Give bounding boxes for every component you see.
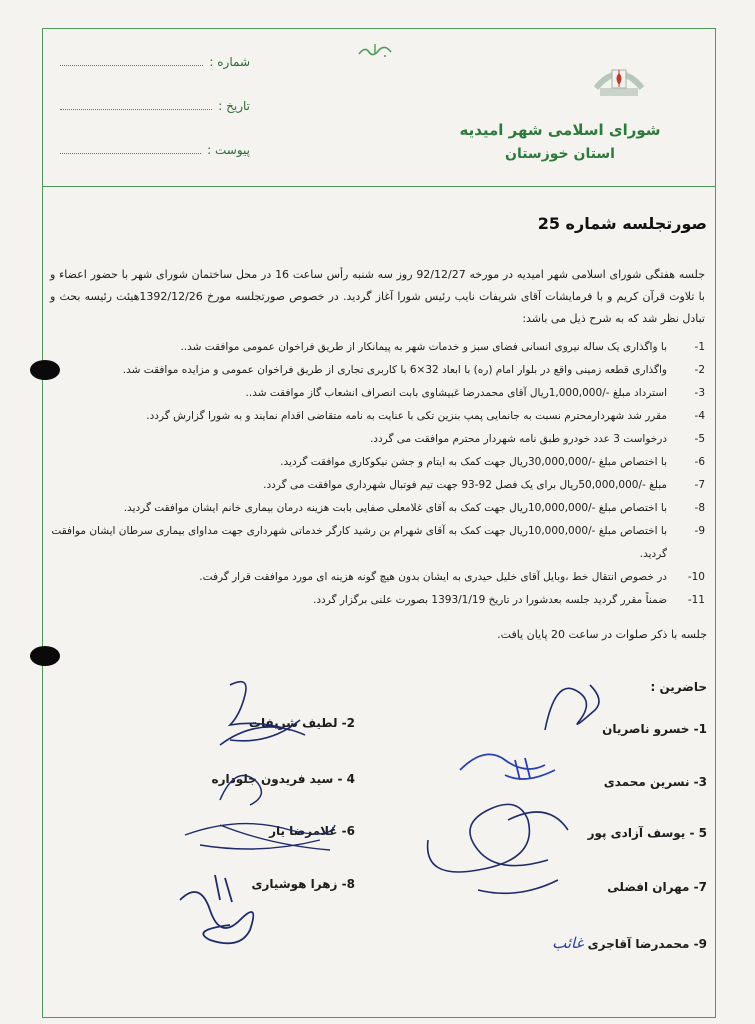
attachment-field: [60, 143, 250, 187]
number-field: [60, 55, 250, 99]
date-field: [60, 99, 250, 143]
signature-6: [180, 810, 340, 860]
signature-2: [200, 675, 310, 755]
council-emblem: [590, 58, 648, 102]
item-text: با واگذاری یک ساله نیروی انسانی فضای سبز و خدمات شهر به پیمانکار از طریق فراخوان عمومی موافقت شد..: [180, 341, 667, 353]
attendee-name: زهرا هوشیاری: [251, 877, 338, 891]
list-item: [50, 474, 705, 497]
item-number: 4-: [694, 410, 705, 422]
list-item: [50, 428, 705, 451]
list-item: [50, 520, 705, 566]
attendee-5: [588, 826, 707, 840]
item-text: مقرر شد شهردارمحترم نسبت به جانمایی پمپ بنزین تکی با عنایت به نامه متقاضی اقدام نمایند و به شورا گزارش گردد.: [146, 410, 667, 422]
attendee-name: نسرین محمدی: [603, 775, 690, 789]
item-number: 9-: [694, 525, 705, 537]
item-text: مبلغ -/50,000,000ریال برای یک فصل 92-93 جهت تیم فوتبال شهرداری موافقت می گردد.: [263, 479, 667, 491]
intro-paragraph: جلسه هفتگی شورای اسلامی شهر امیدیه در مورخه 92/12/27 روز سه شنبه رأس ساعت 16 در محل ساختمان شورای شهر با حضور اعضاء و با تلاوت قرآن کریم و با فرمایشات آقای شریفات نایب رئیس شورا آغاز گردید. در خصوص صورتجلسه مورخ 1392/12/26هیئت رئیسه بحث و تبادل نظر شد که به شرح ذیل می باشد:: [50, 268, 706, 325]
list-item: [50, 497, 705, 520]
attendee-number: 4 -: [337, 772, 355, 786]
attendee-name: خسرو ناصریان: [602, 722, 690, 736]
attendee-number: 8-: [341, 877, 355, 891]
council-name: شورای اسلامی شهر امیدیه: [459, 121, 661, 139]
date-field-label: تاریخ :: [218, 99, 250, 113]
list-item: [50, 336, 705, 359]
item-text: واگذاری قطعه زمینی واقع در بلوار امام (ره) با ابعاد 32×6 با کاربری تجاری از طریق فراخوان عمومی و مزایده موافقت شد.: [122, 364, 667, 376]
item-text: با اختصاص مبلغ -/30,000,000ریال جهت کمک به ایتام و جشن نیکوکاری موافقت گردید.: [280, 456, 667, 468]
attendees-heading: حاضرین :: [650, 680, 707, 694]
number-field-label: شماره :: [209, 55, 250, 69]
binder-hole-top: [30, 360, 60, 380]
item-text: با اختصاص مبلغ -/10,000,000ریال جهت کمک به آقای غلامعلی صفایی بابت هزینه درمان بیماری خانم ایشان موافقت گردید.: [123, 502, 667, 514]
attendee-number: 1-: [693, 722, 707, 736]
list-item: [50, 359, 705, 382]
council-heading: [440, 118, 680, 166]
number-field-dots: [60, 55, 203, 66]
item-text: ضمناً مقرر گردید جلسه بعدشورا در تاریخ 1393/1/19 بصورت علنی برگزار گردد.: [313, 594, 667, 606]
item-number: 10-: [687, 571, 705, 583]
signature-1: [535, 670, 615, 740]
list-item: [50, 451, 705, 474]
signature-5: [418, 790, 578, 900]
item-text: درخواست 3 عدد خودرو طبق نامه شهردار محترم موافقت می گردد.: [369, 433, 667, 445]
attendee-9: [552, 934, 707, 952]
minutes-title: صورتجلسه شماره 25: [537, 214, 707, 233]
attendee-number: 5 -: [689, 826, 707, 840]
attendee-number: 9-: [693, 937, 707, 951]
province-name: استان خوزستان: [505, 146, 615, 162]
item-text: با اختصاص مبلغ -/10,000,000ریال جهت کمک به آقای شهرام بن رشید کارگر خدماتی شهرداری جهت مداوای بیماری سرطان ایشان موافقت گردید.: [51, 525, 667, 560]
signature-3: [455, 740, 565, 790]
closing-line: جلسه با ذکر صلوات در ساعت 20 پایان یافت.: [497, 628, 707, 641]
attachment-field-dots: [60, 143, 201, 154]
attendee-name: لطیف شریفات: [248, 716, 338, 730]
absent-note: غائب: [552, 934, 584, 952]
iran-emblem-icon: [590, 58, 648, 102]
item-text: استرداد مبلغ -/1,000,000ریال آقای محمدرضا غبیشاوی بابت انصراف انشعاب گاز موافقت شد..: [245, 387, 667, 399]
attendee-3: [604, 775, 707, 789]
item-text: در خصوص انتقال خط ،وبایل آقای خلیل حیدری به ایشان بدون هیچ گونه هزینه ای مورد موافقت قرار گرفت.: [199, 571, 667, 583]
list-item: [50, 589, 705, 612]
item-number: 8-: [694, 502, 705, 514]
basmala: [355, 40, 395, 60]
basmala-calligraphy-icon: [355, 40, 395, 60]
binder-hole-bottom: [30, 646, 60, 666]
item-number: 7-: [694, 479, 705, 491]
list-item: [50, 566, 705, 589]
list-item: [50, 382, 705, 405]
item-number: 11-: [687, 594, 705, 606]
item-number: 2-: [694, 364, 705, 376]
attendee-name: غلامرضا یار: [269, 824, 338, 838]
item-number: 3-: [694, 387, 705, 399]
attendee-name: مهران افضلی: [607, 880, 690, 894]
attendee-number: 2-: [341, 716, 355, 730]
list-item: [50, 405, 705, 428]
attachment-field-label: پیوست :: [207, 143, 250, 157]
date-field-dots: [60, 99, 212, 110]
signature-4: [210, 760, 280, 810]
item-number: 5-: [694, 433, 705, 445]
attendee-1: [602, 722, 707, 736]
attendee-number: 7-: [693, 880, 707, 894]
attendee-number: 6-: [341, 824, 355, 838]
attendee-name: سید فریدون جلوداره: [211, 772, 334, 786]
item-number: 6-: [694, 456, 705, 468]
item-number: 1-: [694, 341, 705, 353]
letter-fields: [60, 55, 250, 187]
attendee-number: 3-: [693, 775, 707, 789]
attendee-name: یوسف آزادی پور: [587, 826, 686, 840]
attendee-7: [607, 880, 707, 894]
resolutions-list: [50, 336, 705, 612]
signature-8: [170, 870, 280, 950]
attendee-name: محمدرضا آقاجری: [587, 937, 690, 951]
